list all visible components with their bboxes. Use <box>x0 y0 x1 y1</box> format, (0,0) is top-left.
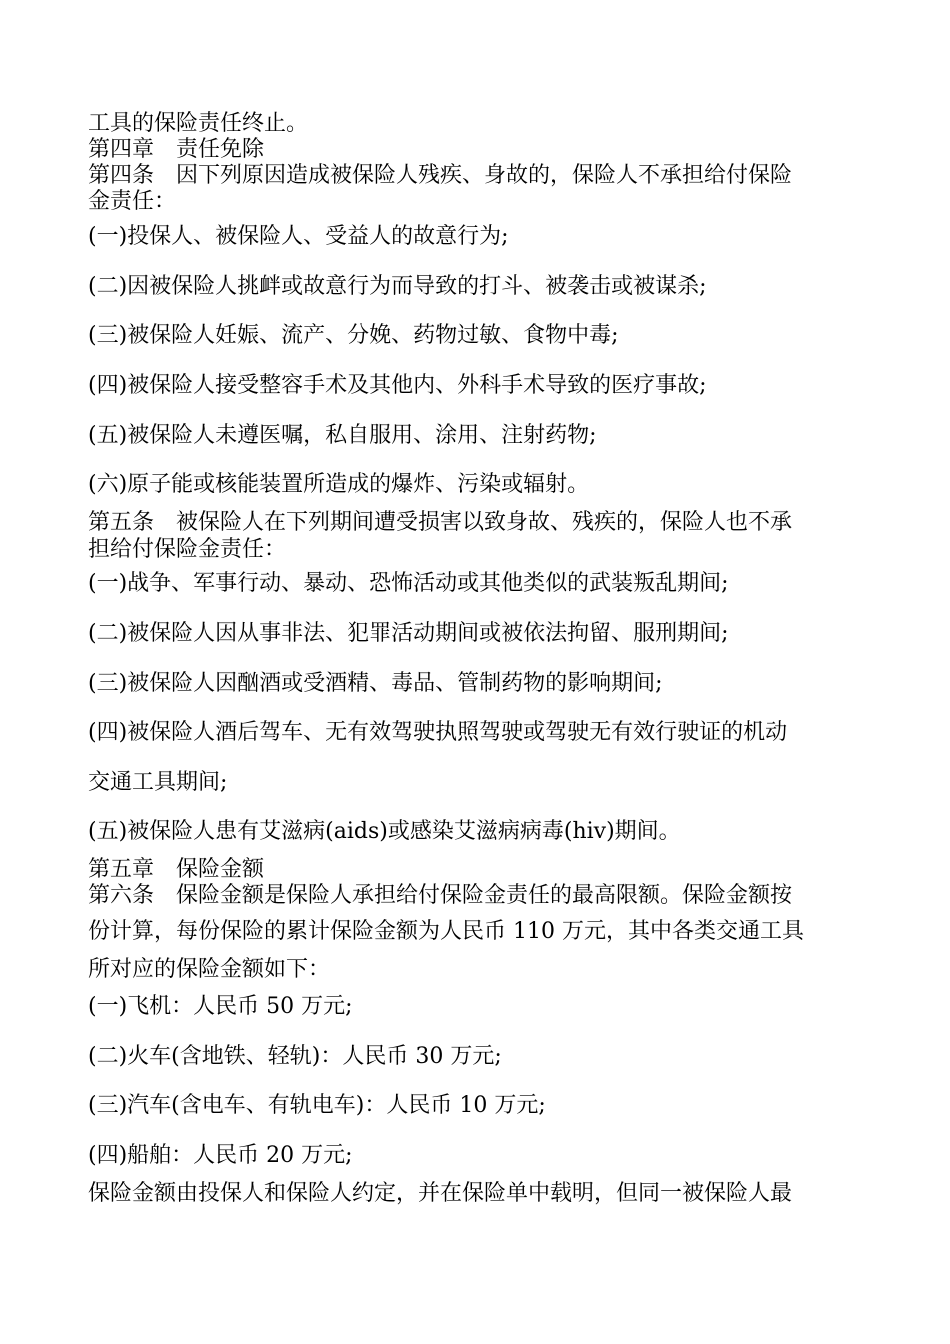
list-item: (三)被保险人妊娠、流产、分娩、药物过敏、食物中毒; <box>88 323 619 348</box>
text-line: 份计算，每份保险的累计保险金额为人民币 110 万元，其中各类交通工具 <box>88 919 804 944</box>
text-line: 所对应的保险金额如下： <box>88 957 331 982</box>
list-item: (二)因被保险人挑衅或故意行为而导致的打斗、被袭击或被谋杀; <box>88 274 707 299</box>
list-item: (六)原子能或核能装置所造成的爆炸、污染或辐射。 <box>88 472 590 497</box>
list-item: (三)被保险人因酗酒或受酒精、毒品、管制药物的影响期间; <box>88 671 663 696</box>
article-line: 第五条 被保险人在下列期间遭受损害以致身故、残疾的，保险人也不承 <box>88 510 793 535</box>
list-item: (三)汽车(含电车、有轨电车)：人民币 10 万元; <box>88 1093 546 1118</box>
text-line: 交通工具期间; <box>88 770 228 795</box>
list-item: (二)被保险人因从事非法、犯罪活动期间或被依法拘留、服刑期间; <box>88 621 729 646</box>
article-line: 第四条 因下列原因造成被保险人残疾、身故的，保险人不承担给付保险 <box>88 163 793 188</box>
list-item: (一)飞机：人民币 50 万元; <box>88 994 353 1019</box>
list-item: (一)战争、军事行动、暴动、恐怖活动或其他类似的武装叛乱期间; <box>88 571 729 596</box>
list-item: (五)被保险人患有艾滋病(aids)或感染艾滋病病毒(hiv)期间。 <box>88 819 681 844</box>
text-line: 工具的保险责任终止。 <box>88 111 309 136</box>
text-line: 金责任： <box>88 189 177 214</box>
text-line: 保险金额由投保人和保险人约定，并在保险单中载明，但同一被保险人最 <box>88 1181 793 1206</box>
list-item: (二)火车(含地铁、轻轨)：人民币 30 万元; <box>88 1044 502 1069</box>
chapter-heading: 第五章 保险金额 <box>88 857 265 882</box>
list-item: (四)被保险人酒后驾车、无有效驾驶执照驾驶或驾驶无有效行驶证的机动 <box>88 720 788 745</box>
list-item: (四)船舶：人民币 20 万元; <box>88 1143 353 1168</box>
list-item: (五)被保险人未遵医嘱，私自服用、涂用、注射药物; <box>88 423 597 448</box>
list-item: (四)被保险人接受整容手术及其他内、外科手术导致的医疗事故; <box>88 373 707 398</box>
list-item: (一)投保人、被保险人、受益人的故意行为; <box>88 224 509 249</box>
article-line: 第六条 保险金额是保险人承担给付保险金责任的最高限额。保险金额按 <box>88 883 793 908</box>
chapter-heading: 第四章 责任免除 <box>88 137 265 162</box>
text-line: 担给付保险金责任： <box>88 537 287 562</box>
